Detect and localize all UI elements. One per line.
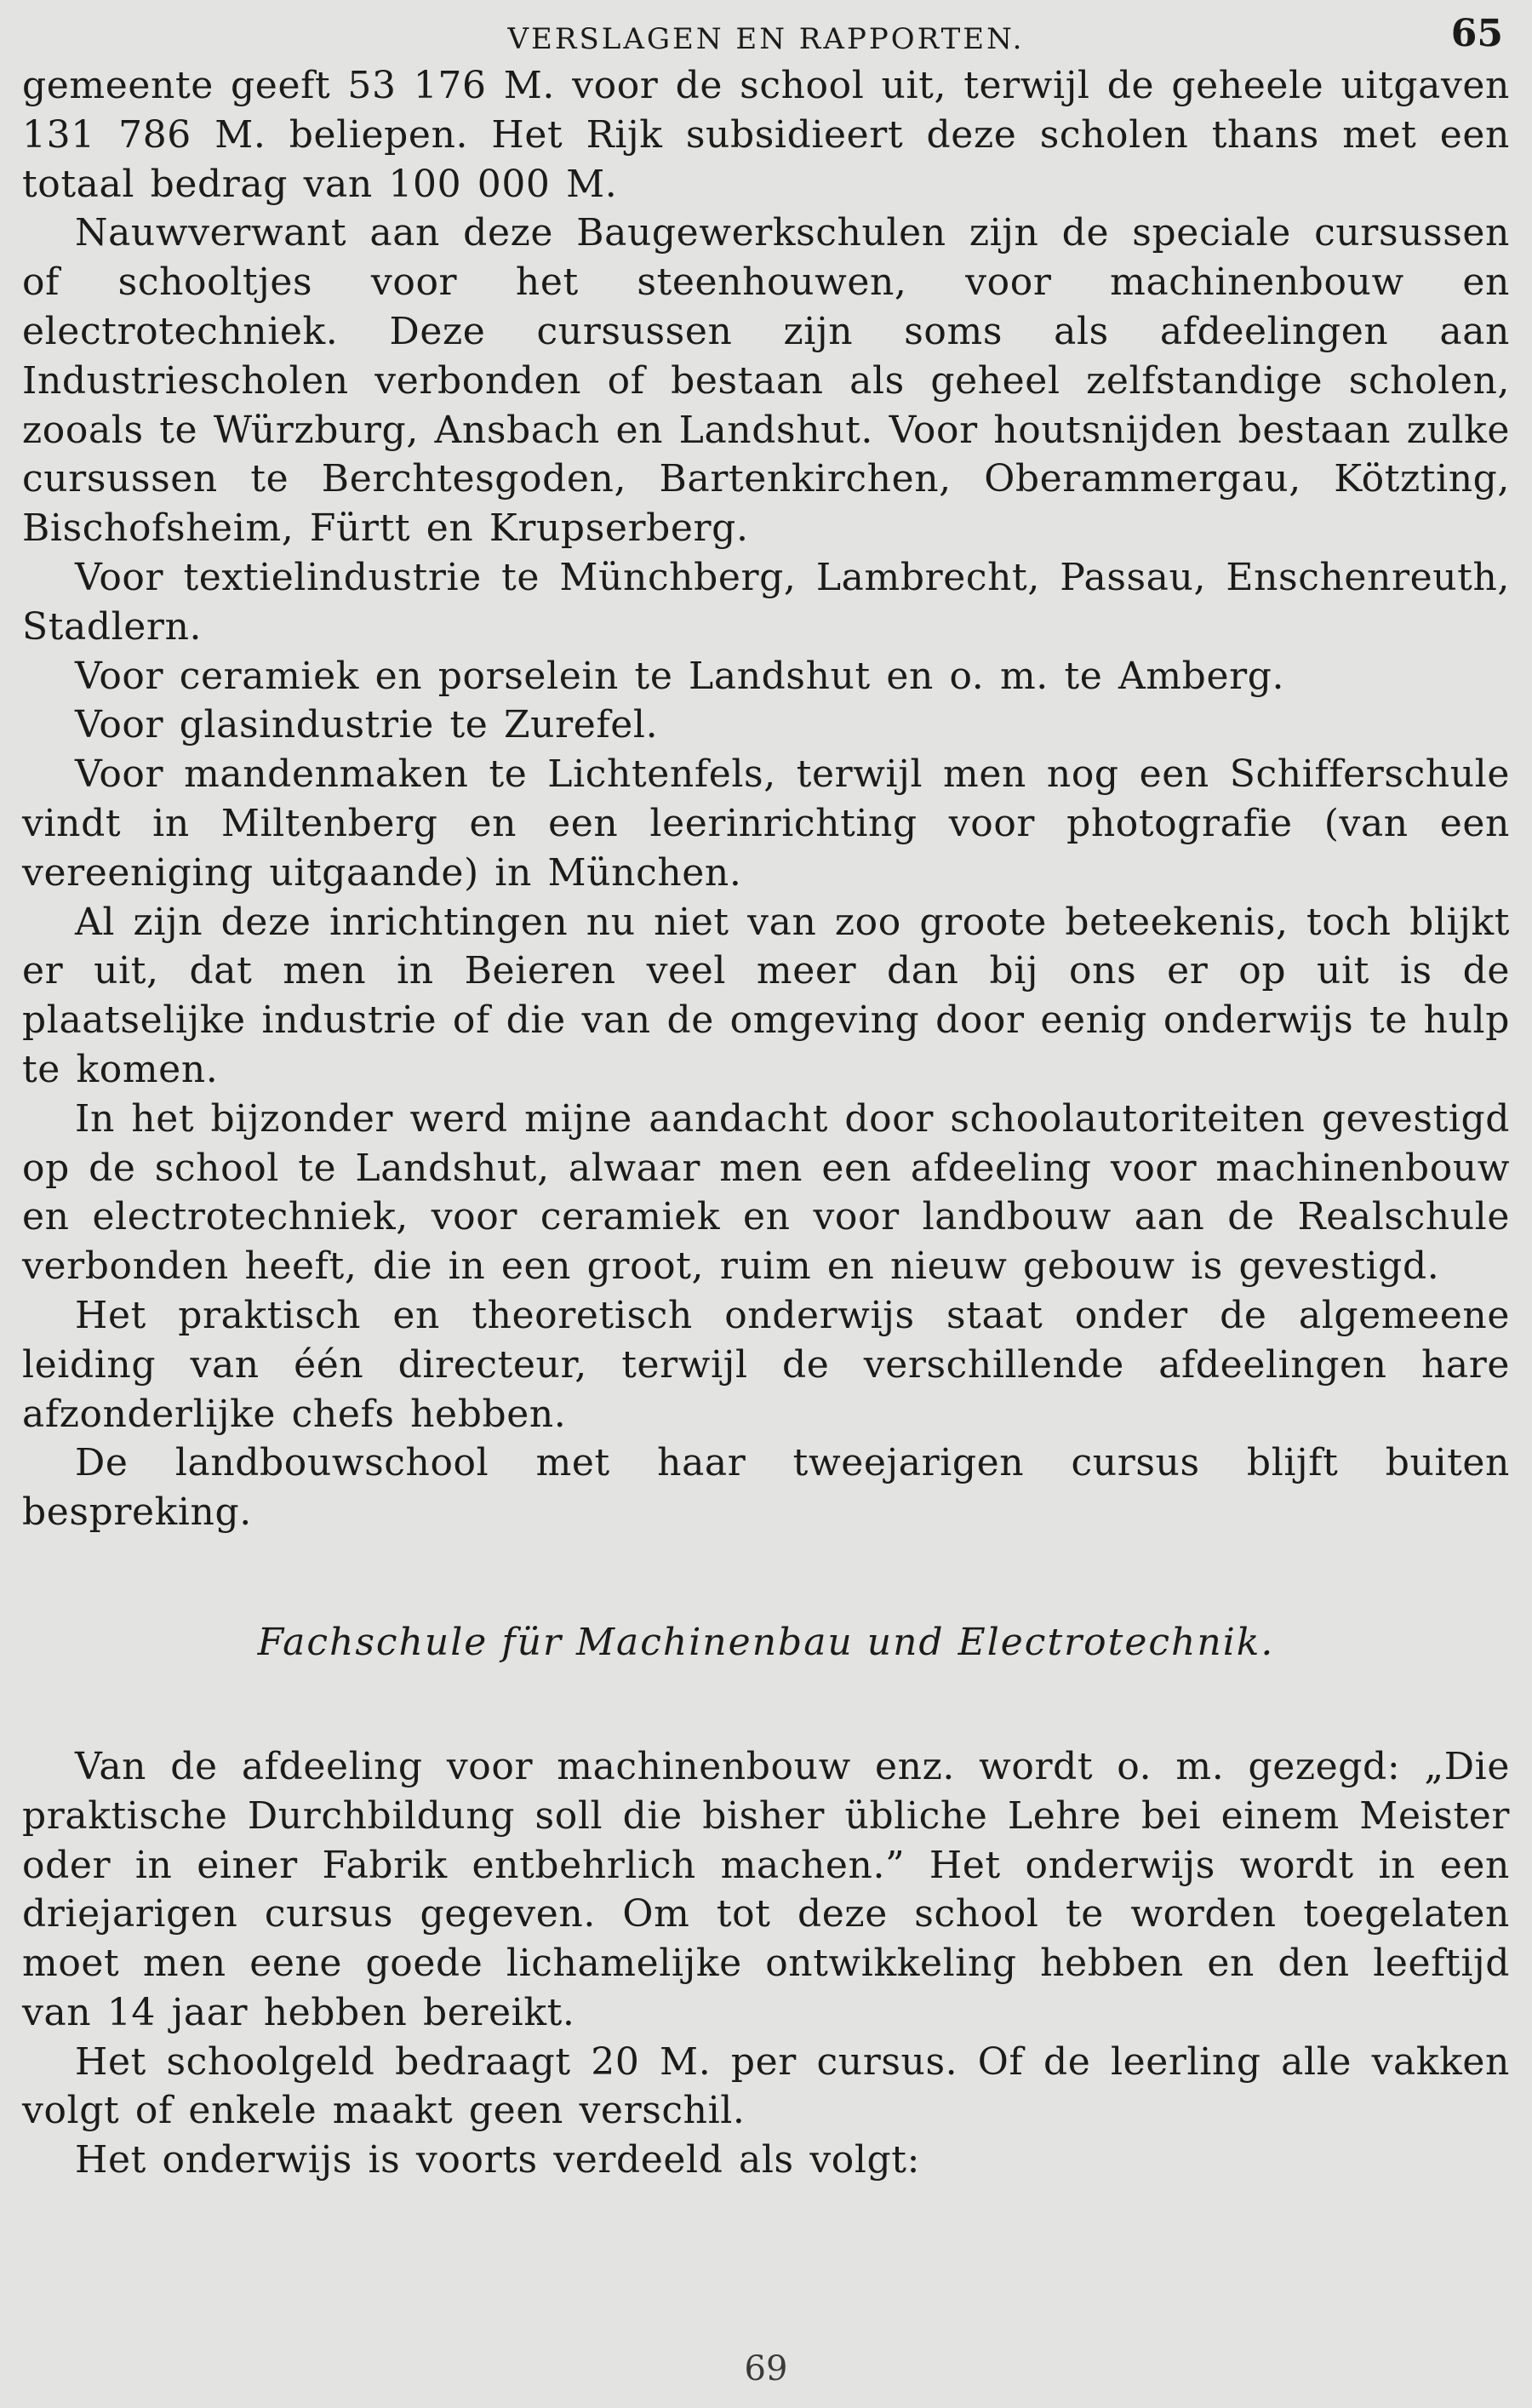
paragraph: In het bijzonder werd mijne aandacht door schoolautoriteiten gevestigd op de school te Landshut, alwaar men een afdeeling voor machinenbouw en electrotechniek, voor ceramiek en voor landbouw aan de Realschule verbonden heeft, die in een groot, ruim en nieuw gebouw is gevestigd. [22, 1096, 1510, 1289]
running-title: VERSLAGEN EN RAPPORTEN. [507, 22, 1025, 56]
paragraph: Al zijn deze inrichtingen nu niet van zoo groote beteekenis, toch blijkt er uit, dat men in Beieren veel meer dan bij ons er op uit is de plaatselijke industrie of die van de omgeving door eenig onderwijs te hulp te komen. [22, 900, 1510, 1091]
paragraph: gemeente geeft 53 176 M. voor de school uit, terwijl de geheele uitgaven 131 786 M. beliepen. Het Rijk subsidieert deze scholen thans met een totaal bedrag van 100 000 M. [22, 64, 1510, 206]
paragraph: Van de afdeeling voor machinenbouw enz. wordt o. m. gezegd: „Die praktische Durchbildung soll die bisher übliche Lehre bei einem Meister oder in einer Fabrik entbehrlich machen.” Het onderwijs wordt in een driejarigen cursus gegeven. Om tot deze school te worden toegelaten moet men eene goede lichamelijke ontwikkeling hebben en den leeftijd van 14 jaar hebben bereikt. [22, 1744, 1510, 2034]
paragraph: Voor textielindustrie te Münchberg, Lambrecht, Passau, Enschenreuth, Stadlern. [22, 555, 1510, 649]
signature-mark: 69 [744, 2349, 788, 2388]
paragraph: Voor mandenmaken te Lichtenfels, terwijl men nog een Schifferschule vindt in Miltenberg en een leerinrichting voor photografie (van een vereeniging uitgaande) in München. [22, 752, 1510, 895]
page-number: 65 [1450, 12, 1503, 55]
paragraph: Nauwverwant aan deze Baugewerkschulen zijn de speciale cursussen of schooltjes voor het steenhouwen, voor machinenbouw en electrotechniek. Deze cursussen zijn soms als afdeelingen aan Industriescholen verbonden of bestaan als geheel zelfstandige scholen, zooals te Würzburg, Ansbach en Landshut. Voor houtsnijden bestaan zulke cursussen te Berchtesgoden, Bartenkirchen, Oberammergau, Kötzting, Bischofsheim, Fürtt en Krupserberg. [22, 211, 1510, 551]
running-head [22, 12, 1510, 54]
top-paragraphs [22, 61, 1510, 1537]
paragraph: De landbouwschool met haar tweejarigen cursus blijft buiten bespreking. [22, 1441, 1510, 1535]
paragraph: Het onderwijs is voorts verdeeld als volgt: [75, 2138, 921, 2182]
paragraph: Voor glasindustrie te Zurefel. [75, 703, 659, 747]
bottom-paragraphs [22, 1742, 1510, 2185]
body-text [22, 61, 1510, 2185]
section-heading: Fachschule für Machinenbau und Electrotechnik. [257, 1620, 1275, 1664]
paragraph: Het praktisch en theoretisch onderwijs staat onder de algemeene leiding van één directeur, terwijl de verschillende afdeelingen hare afzonderlijke chefs hebben. [22, 1293, 1510, 1436]
paragraph: Het schoolgeld bedraagt 20 M. per cursus. Of de leerling alle vakken volgt of enkele maakt geen verschil. [22, 2039, 1510, 2133]
paragraph: Voor ceramiek en porselein te Landshut en o. m. te Amberg. [75, 654, 1285, 698]
